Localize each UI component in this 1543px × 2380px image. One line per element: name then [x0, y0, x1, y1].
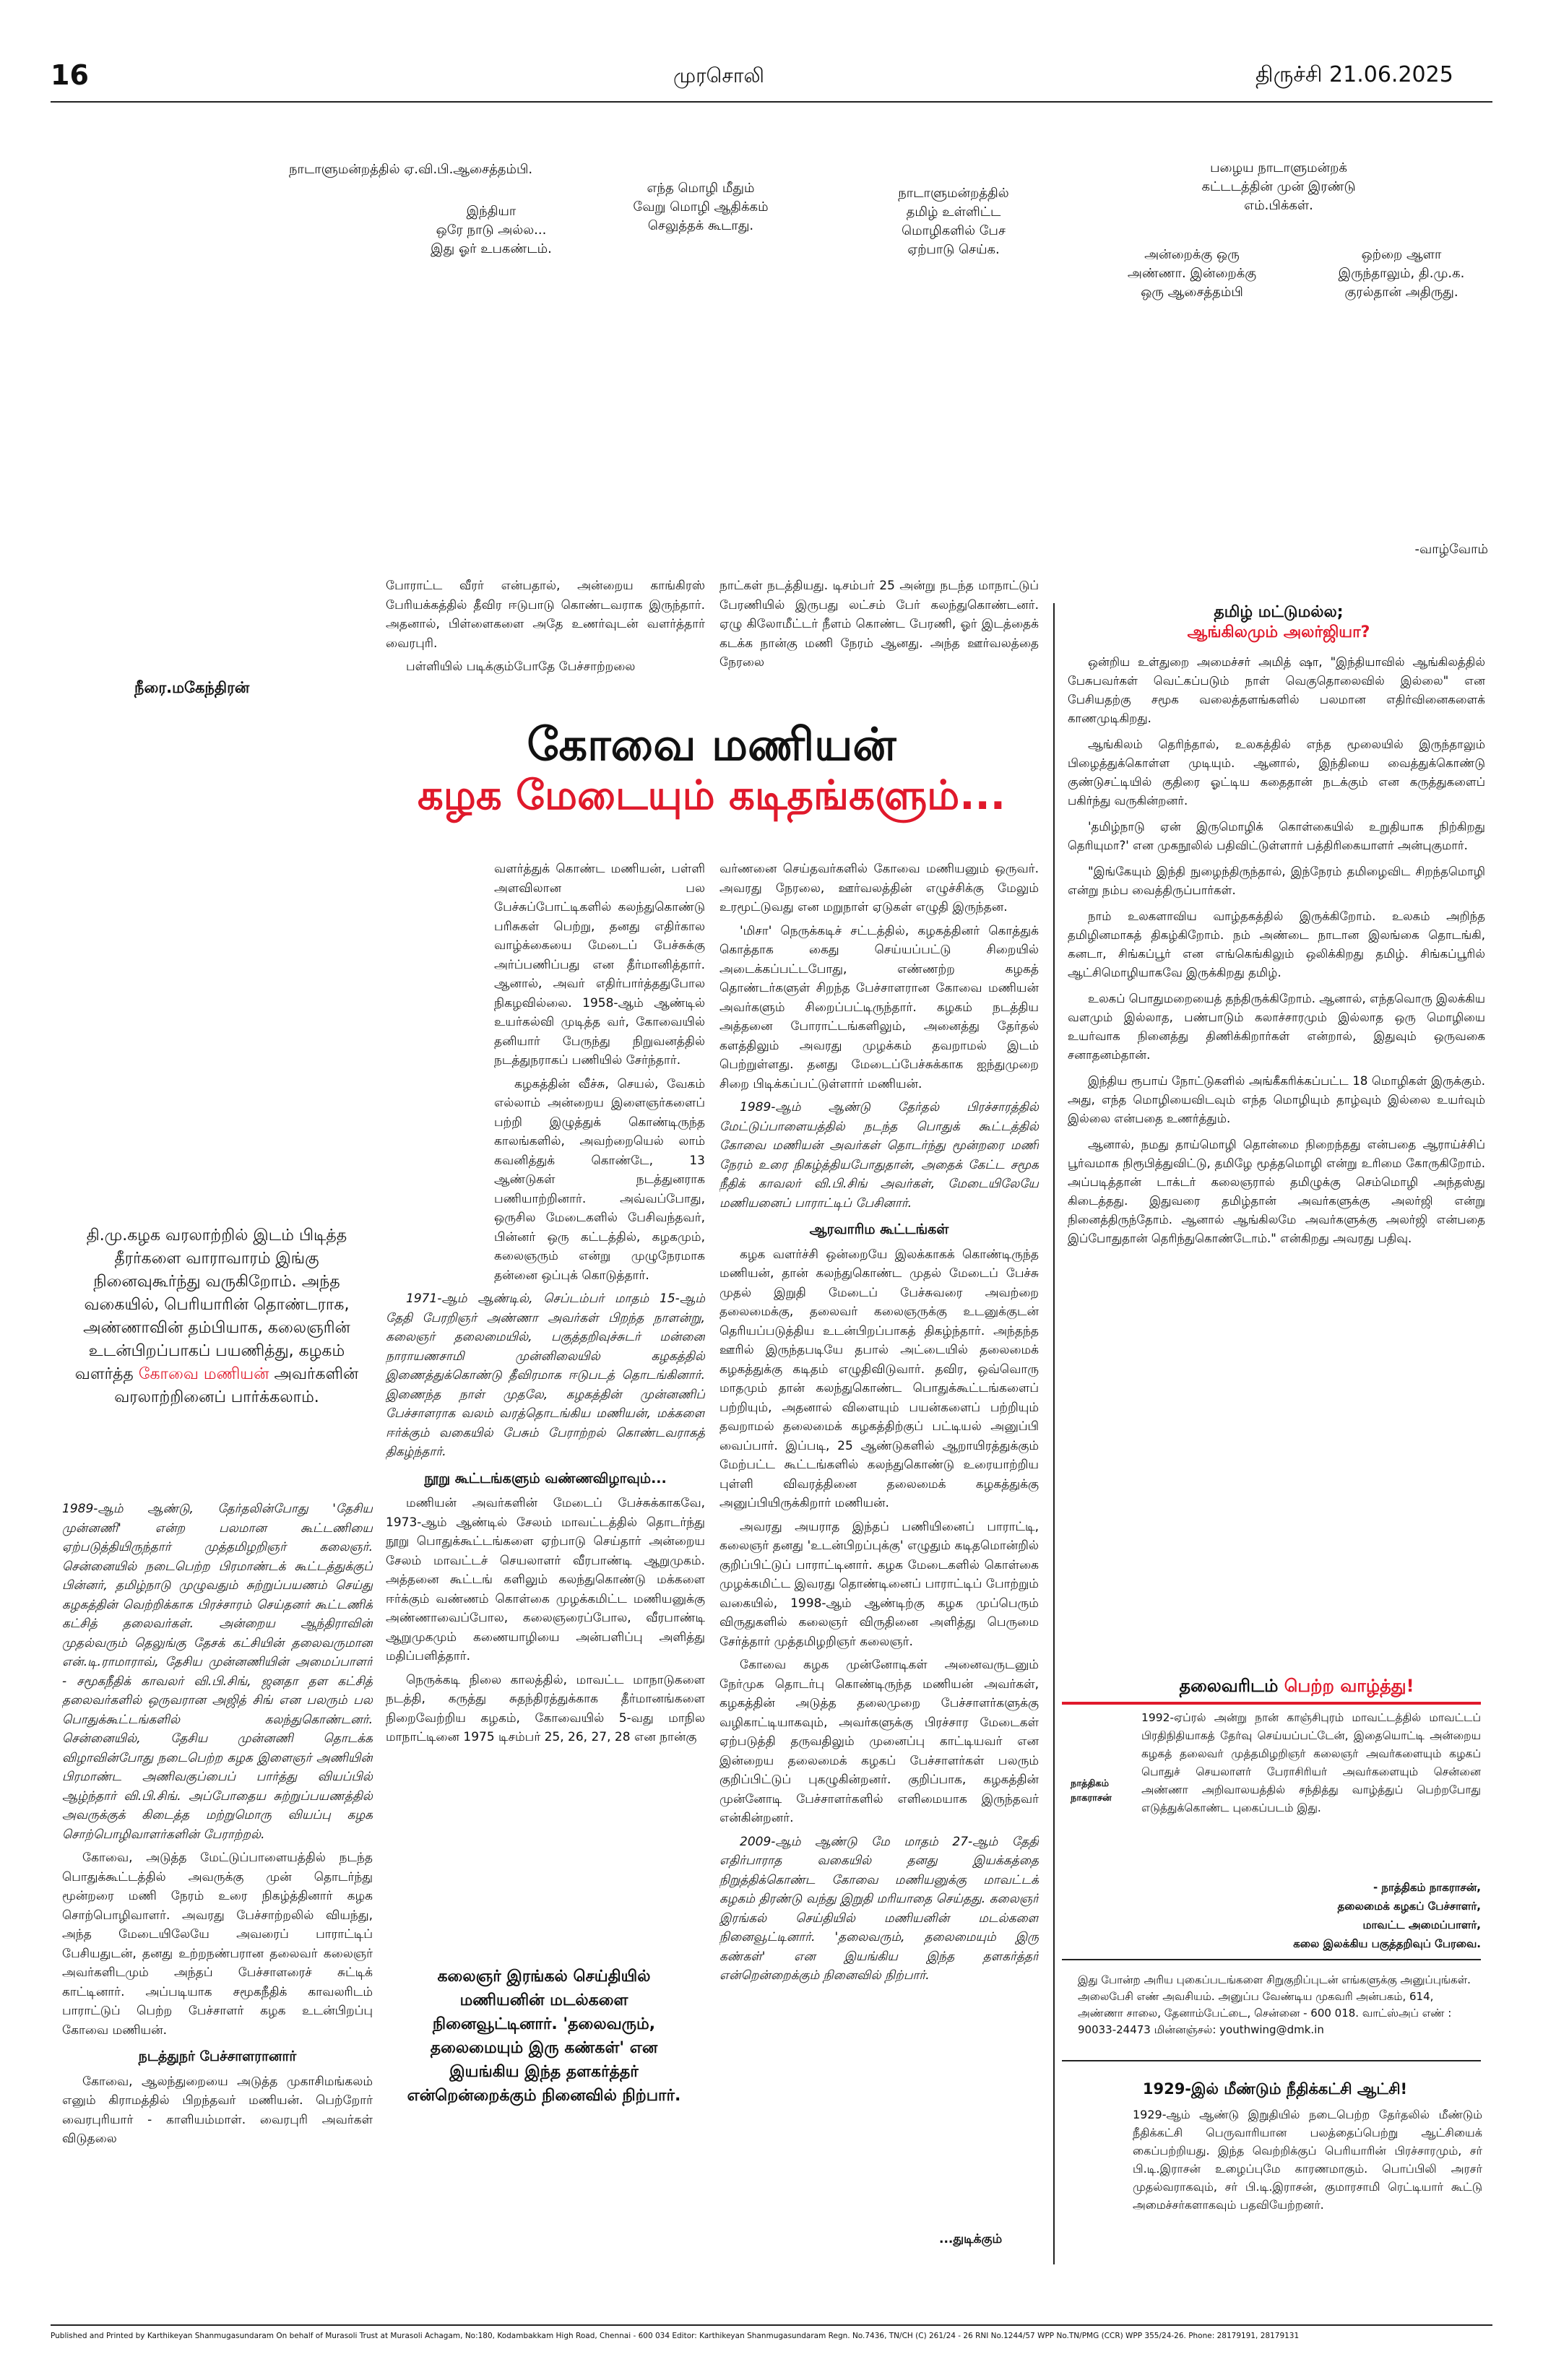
article-headline: கோவை மணியன்	[527, 718, 896, 771]
article-column	[386, 576, 705, 724]
photo-caption: நாடாளுமன்றத்தில் தமிழ் உள்ளிட்ட மொழிகளில் பேச ஏற்பாடு செய்க.	[898, 186, 1009, 257]
paragraph: நெருக்கடி நிலை காலத்தில், மாவட்ட மாநாடுகளை நடத்தி, கருத்து சுதந்திரத்துக்காக தீர்மானங்களை நிறைவேற்றிய கழகம், கோவையில் 5-வது மாநில மாநாட்டினை 1975 டிசம்பர் 25, 26, 27, 28 என நான்கு	[386, 1672, 705, 1744]
paragraph: வர்ணனை செய்தவர்களில் கோவை மணியனும் ஒருவர். அவரது நேரலை, ஊர்வலத்தின் எழுச்சிக்கு மேலும் உரமூட்டுவது என மறுநாள் ஏடுகள் எழுதி இருந்தன.	[719, 862, 1039, 914]
subheading: நூறு கூட்டங்களும் வண்ணவிழாவும்...	[424, 1470, 667, 1487]
paragraph: 1971-ஆம் ஆண்டில், செப்டம்பர் மாதம் 15-ஆம் தேதி பேரறிஞர் அண்ணா அவர்கள் பிறந்த நாளன்று, கலைஞர் தலைமையில், பகுத்தறிவுச்சுடர் மன்னை நாராயணசாமி முன்னிலையில் கழகத்தில் இணைத்துக்கொண்டு தீவிரமாக ஈடுபடத் தொடங்கினார். இணைந்த நாள் முதலே, கழகத்தின் முன்னணிப் பேச்சாளராக வலம் வரத்தொடங்கிய மணியன், மக்களை ஈர்க்கும் வகையில் பேசும் பேராற்றல் கொண்டவராகத் திகழ்ந்தார்.	[386, 1291, 705, 1459]
paragraph: "இங்கேயும் இந்தி நுழைந்திருந்தால், இந்நேரம் தமிழைவிட சிறந்தமொழி என்று நம்ப வைத்திருப்பார்கள்.	[1068, 865, 1485, 897]
paragraph: ஆங்கிலம் தெரிந்தால், உலகத்தில் எந்த மூலையில் இருந்தாலும் பிழைத்துக்கொள்ள முடியும். ஆனால், இந்தியை வைத்துக்கொண்டு குண்டுசட்டியில் குதிரை ஓட்டிய கதைதான் நடக்கும் என கருத்துகளைப் பகிர்ந்து வருகின்றனர்.	[1068, 737, 1485, 808]
photo-caption: -வாழ்வோம்	[1414, 542, 1488, 557]
article-column	[719, 576, 1039, 721]
paragraph: ஆனால், நமது தாய்மொழி தொன்மை நிறைந்தது என்பதை ஆராய்ச்சிப் பூர்வமாக நிரூபித்துவிட்டு, தமிழே மூத்தமொழி என்று உரிமை கோருகிறோம். அப்படித்தான் டாக்டர் கலைஞரால் தமிழுக்கு செம்மொழி அந்தஸ்து கிடைத்தது. இதுவரை தமிழ்தான் அவர்களுக்கு அலர்ஜி என்று நினைத்திருந்தோம். ஆனால் ஆங்கிலமே அவர்களுக்கு அலர்ஜி என்பதை இப்போதுதான் தெரிந்துகொண்டோம்." என்கிறது அவரது பதிவு.	[1068, 1138, 1485, 1245]
photo-caption: நாடாளுமன்றத்தில் ஏ.வி.பி.ஆசைத்தம்பி.	[289, 162, 533, 177]
page-number: 16	[51, 59, 89, 91]
continued-marker: ...துடிக்கும்	[939, 2232, 1003, 2246]
footer-rule	[51, 2324, 1492, 2326]
signature-line: தலைமைக் கழகப் பேச்சாளர்,	[1337, 1900, 1481, 1913]
paragraph: 2009-ஆம் ஆண்டு மே மாதம் 27-ஆம் தேதி எதிர்பாராத வகையில் தனது இயக்கத்தை நிறுத்திக்கொண்ட கோவை மணியனுக்கு மாவட்டக் கழகம் திரண்டு வந்து இறுதி மரியாதை செய்தது. கலைஞர் இரங்கல் செய்தியில் மணியனின் மடல்களை நினைவூட்டினார். 'தலைவரும், தலைமையும் இரு கண்கள்' என இயங்கிய இந்த தளகர்த்தர் என்றென்றைக்கும் நினைவில் நிற்பார்.	[719, 1834, 1039, 1983]
paragraph: கோவை கழக முன்னோடிகள் அனைவருடனும் நேர்முக தொடர்பு கொண்டிருந்த மணியன் அவர்கள், கழகத்தின் அடுத்த தலைமுறை பேச்சாளர்களுக்கு வழிகாட்டியாகவும், அவர்களுக்கு பிரச்சார மேடைகள் ஏற்படுத்தி தருவதிலும் முனைப்பு காட்டியவர் என இன்றைய தலைமைக் கழகப் பேச்சாளர்கள் பலரும் குறிப்பிட்டுப் புகழுகின்றனர். குறிப்பாக, கழகத்தின் முன்னோடி பேச்சாளர்களில் எளிமையாக இருந்தவர் என்கின்றனர்.	[719, 1658, 1039, 1825]
intro-highlight: கோவை மணியன்	[138, 1365, 269, 1383]
column-rule	[1053, 603, 1055, 2264]
sidebar-title: தமிழ் மட்டுமல்ல;	[1214, 603, 1344, 621]
paragraph: கோவை, அடுத்த மேட்டுப்பாளையத்தில் நடந்த பொதுக்கூட்டத்தில் அவருக்கு முன் தொடர்ந்து மூன்றரை மணி நேரம் உரை நிகழ்த்தினார் கழக சொற்பொழிவாளர். அவரது பேச்சாற்றலில் வியந்து, அந்த மேடையிலேயே அவரைப் பாராட்டிப் பேசியதுடன், தனது உற்றநண்பரான தலைவர் கலைஞர் அவர்களிடமும் அந்தப் பேச்சாளரைச் சுட்டிக் காட்டினார். அப்படியாக சமூகநீதிக் காவலரிடம் பாராட்டுப் பெற்ற பேச்சாளர் கழக உடன்பிறப்பு கோவை மணியன்.	[62, 1851, 373, 2038]
paragraph: வளர்த்துக் கொண்ட மணியன், பள்ளி அளவிலான பல பேச்சுப்போட்டிகளில் கலந்துகொண்டு பரிசுகள் பெற்று, தனது எதிர்கால வாழ்க்கையை மேடைப் பேச்சுக்கு அர்ப்பணிப்பது என தீர்மானித்தார். ஆனால், அவர் எதிர்பார்த்ததுபோல நிகழவில்லை. 1958-ஆம் ஆண்டில் உயர்கல்வி முடித்த வர், கோவையில் தனியார் பேருந்து நிறுவனத்தில் நடத்துநராகப் பணியில் சேர்ந்தார்.	[494, 862, 705, 1068]
sidebar-title: 1929-இல் மீண்டும் நீதிக்கட்சி ஆட்சி!	[1142, 2080, 1408, 2098]
intro-text: தி.மு.கழக வரலாற்றில் இடம் பிடித்த தீரர்களை வாராவாரம் இங்கு நினைவுகூர்ந்து வருகிறோம். அந்த வகையில், பெரியாரின் தொண்டராக, அண்ணாவின் தம்பியாக, கலைஞரின் உடன்பிறப்பாகப் பயணித்து, கழகம் வளர்த்த	[74, 1226, 350, 1383]
signature-line: கலை இலக்கிய பகுத்தறிவுப் பேரவை.	[1293, 1937, 1481, 1950]
article-intro	[72, 1224, 361, 1409]
divider	[1062, 2060, 1481, 2061]
sidebar-body	[1068, 653, 1485, 1289]
paragraph: 1989-ஆம் ஆண்டு, தேர்தலின்போது 'தேசிய முன்னணி' என்ற பலமான கூட்டணியை ஏற்படுத்தியிருந்தார் முத்தமிழறிஞர் கலைஞர். சென்னையில் நடைபெற்ற பிரமாண்டக் கூட்டத்துக்குப் பின்னர், தமிழ்நாடு முழுவதும் சுற்றுப்பயணம் செய்து கழகத்தின் வெற்றிக்காக பிரச்சாரம் செய்தனர் கூட்டணிக் கட்சித் தலைவர்கள். அன்றைய ஆந்திராவின் முதல்வரும் தெலுங்கு தேசக் கட்சியின் தலைவருமான என்.டி.ராமாராவ், தேசிய முன்னணியின் அமைப்பாளர் - சமூகநீதிக் காவலர் வி.பி.சிங், ஜனதா தள கட்சித் தலைவர்களில் ஒருவரான அஜித் சிங் என பலரும் பல பொதுக்கூட்டங்களில் கலந்துகொண்டனர். சென்னையில், தேசிய முன்னணி தொடக்க விழாவின்போது நடைபெற்ற கழக இளைஞர் அணியின் பிரமாண்ட அணிவகுப்பைப் பார்த்து வியப்பில் ஆழ்ந்தார் வி.பி.சிங். அப்போதைய சுற்றுப்பயணத்தில் அவருக்குக் கிடைத்த மற்றுமொரு வியப்பு கழக சொற்பொழிவாளர்களின் பேராற்றல்.	[62, 1502, 373, 1842]
paragraph: இந்திய ரூபாய் நோட்டுகளில் அங்கீகரிக்கப்பட்ட 18 மொழிகள் இருக்கும். அது, எந்த மொழியைவிடவும் எந்த மொழியும் தாழ்வும் இல்லை உயர்வும் இல்லை என்பதை உணர்த்தும்.	[1068, 1074, 1485, 1125]
paragraph: பள்ளியில் படிக்கும்போதே பேச்சாற்றலை	[406, 659, 636, 674]
paragraph: அவரது அயராத இந்தப் பணியினைப் பாராட்டி, கலைஞர் தனது 'உடன்பிறப்புக்கு' எழுதும் கடிதமொன்றில் குறிப்பிட்டுப் பாராட்டினார். கழக மேடைகளில் கொள்கை முழக்கமிட்ட இவரது தொண்டினைப் பாராட்டிப் போற்றும் வகையில், 1998-ஆம் ஆண்டிற்கு கழக முப்பெரும் விருதுகளில் கலைஞர் விருதினை அளித்து பெருமை சேர்த்தார் முத்தமிழறிஞர் கலைஞர்.	[719, 1519, 1039, 1649]
pull-quote: கலைஞர் இரங்கல் செய்தியில் மணியனின் மடல்களை நினைவூட்டினார். 'தலைவரும், தலைமையும் இரு கண்கள்' என இயங்கிய இந்த தளகர்த்தர் என்றென்றைக்கும் நினைவில் நிற்பார்.	[407, 1968, 681, 2105]
article-column	[62, 1500, 373, 2207]
submission-note: இது போன்ற அரிய புகைப்படங்களை சிறுகுறிப்புடன் எங்களுக்கு அனுப்புங்கள். அலைபேசி எண் அவசியம். அனுப்ப வேண்டிய முகவரி அன்பகம், 614, அண்ணா சாலை, தேனாம்பேட்டை, சென்னை - 600 018. வாட்ஸ்அப் எண் : 90033-24473 மின்னஞ்சல்: youthwing@dmk.in	[1078, 1973, 1471, 2036]
dateline: திருச்சி 21.06.2025	[1255, 62, 1453, 87]
paragraph: 1989-ஆம் ஆண்டு தேர்தல் பிரச்சாரத்தில் மேட்டுப்பாளையத்தில் நடந்த பொதுக் கூட்டத்தில் கோவை மணியன் அவர்கள் தொடர்ந்து மூன்றரை மணி நேரம் உரை நிகழ்த்தியபோதுதான், அதைக் கேட்ட சமூக நீதிக் காவலர் வி.பி.சிங் அவர்கள், மேடையிலேயே மணியனைப் பாராட்டிப் பேசினார்.	[719, 1100, 1039, 1211]
signature-line: மாவட்ட அமைப்பாளர்,	[1362, 1918, 1481, 1931]
photo-caption: இந்தியா ஒரே நாடு அல்ல... இது ஓர் உபகண்டம்.	[431, 204, 552, 256]
paragraph: போராட்ட வீரர் என்பதால், அன்றைய காங்கிரஸ் பேரியக்கத்தில் தீவிர ஈடுபாடு கொண்டவராக இருந்தார். அதனால், பிள்ளைகளை அதே உணர்வுடன் வளர்த்தார் வைரபுரி.	[386, 579, 705, 651]
photo-caption: நாத்திகம் நாகராசன்	[1071, 1778, 1112, 1804]
photo-caption: பழைய நாடாளுமன்றக் கட்டடத்தின் முன் இரண்டு எம்.பிக்கள்.	[1201, 160, 1356, 213]
masthead: முரசொலி	[673, 64, 764, 87]
paragraph: 'மிசா' நெருக்கடிச் சட்டத்தில், கழகத்தினர் கொத்துக் கொத்தாக கைது செய்யப்பட்டு சிறையில் அடைக்கப்பட்டபோது, எண்ணற்ற கழகத் தொண்டர்களுள் சிறந்த பேச்சாளரான கோவை மணியன் அவர்களும் சிறைப்பட்டிருந்தார். கழகம் நடத்திய அத்தனை போராட்டங்களிலும், அனைத்து தேர்தல் களத்திலும் அவரது முழக்கம் தவறாமல் இடம் பெற்றுள்ளது. தனது மேடைப்பேச்சுக்காக ஐந்துமுறை சிறை பிடிக்கப்பட்டுள்ளார் மணியன்.	[719, 923, 1039, 1091]
paragraph: உலகப் பொதுமறையைத் தந்திருக்கிறோம். ஆனால், எந்தவொரு இலக்கிய வளமும் இல்லாத, பண்பாடும் கலாச்சாரமும் இல்லாத ஒரு மொழியை உயர்வாக நினைத்து திணிக்கிறார்கள் என்றால், இதுவும் ஒருவகை சனாதனம்தான்.	[1068, 992, 1485, 1062]
sidebar-title-highlight: ஆங்கிலமும் அலர்ஜியா?	[1187, 623, 1370, 641]
header-rule	[51, 101, 1492, 103]
article-subheadline: கழக மேடையும் கடிதங்களும்...	[417, 772, 1006, 819]
paragraph: ஒன்றிய உள்துறை அமைச்சர் அமித் ஷா, "இந்தியாவில் ஆங்கிலத்தில் பேசுபவர்கள் வெட்கப்படும் நாள் வெகுதொலைவில் இல்லை" என பேசியதற்கு சமூக வலைத்தளங்களில் பலமான எதிர்வினைகளைக் காணமுடிகிறது.	[1068, 655, 1485, 725]
photo-caption: ஒற்றை ஆளா இருந்தாலும், தி.மு.க. குரல்தான் அதிருது.	[1338, 247, 1465, 300]
title-underline	[1062, 1702, 1481, 1705]
sidebar-title-part: தலைவரிடம்	[1179, 1676, 1284, 1696]
sidebar-body: 1992-ஏப்ரல் அன்று நான் காஞ்சிபுரம் மாவட்டத்தில் மாவட்டப் பிரதிநிதியாகத் தேர்வு செய்யப்பட்டேன், இதையொட்டி அன்றைய கழகத் தலைவர் முத்தமிழறிஞர் கலைஞர் அவர்களையும் கழகப் பொதுச் செயலாளர் பேராசிரியர் அவர்களையும் சென்னை அண்ணா அறிவாலயத்தில் சந்தித்து வாழ்த்துப் பெற்றபோது எடுத்துக்கொண்ட புகைப்படம் இது.	[1141, 1711, 1481, 1814]
sidebar-title	[1134, 1676, 1459, 1698]
sidebar-body: 1929-ஆம் ஆண்டு இறுதியில் நடைபெற்ற தேர்தலில் மீண்டும் நீதிக்கட்சி பெருவாரியான பலத்தைப்பெற்று ஆட்சியைக் கைப்பற்றியது. இந்த வெற்றிக்குப் பெரியாரின் பிரச்சாரமும், சர் பி.டி.இராசன் உழைப்புமே காரணமாகும். பொப்பிலி அரசர் முதல்வராகவும், சர் பி.டி.இராசன், குமாரசாமி ரெட்டியார் கூட்டு அமைச்சர்களாகவும் பதவியேற்றனர்.	[1133, 2108, 1482, 2212]
subheading: நடத்துநர் பேச்சாளரானார்	[138, 2048, 297, 2064]
photo-caption: எந்த மொழி மீதும் வேறு மொழி ஆதிக்கம் செலுத்தக் கூடாது.	[633, 181, 769, 233]
signature-line: - நாத்திகம் நாகராசன்,	[1373, 1881, 1481, 1894]
paragraph: கழகத்தின் வீச்சு, செயல், வேகம் எல்லாம் அன்றைய இளைஞர்களைப் பற்றி இழுத்துக் கொண்டிருந்த காலங்களில், அவற்றையெல் லாம் கவனித்துக் கொண்டே, 13 ஆண்டுகள் நடத்துனராக பணியாற்றினார். அவ்வப்போது, ஒருசில மேடைகளில் பேசிவந்தவர், பின்னர் ஒரு கட்டத்தில், கழகமும், கலைஞரும் என்று முழுநேரமாக தன்னை ஒப்புக் கொடுத்தார்.	[494, 1076, 705, 1283]
photo-caption: அன்றைக்கு ஒரு அண்ணா. இன்றைக்கு ஒரு ஆசைத்தம்பி	[1127, 247, 1257, 300]
signature	[1185, 1878, 1481, 1953]
article-column	[719, 860, 1039, 2217]
intro-end: அவர்களின் வரலாற்றினைப் பார்க்கலாம்.	[114, 1365, 359, 1406]
paragraph: மணியன் அவர்களின் மேடைப் பேச்சுக்காகவே, 1973-ஆம் ஆண்டில் சேலம் மாவட்டத்தில் தொடர்ந்து நூறு பொதுக்கூட்டங்களை ஏற்பாடு செய்தார் அன்றைய சேலம் மாவட்டச் செயலாளர் வீரபாண்டி ஆறுமுகம். அத்தனை கூட்டங் களிலும் கலந்துகொண்டு மக்களை ஈர்க்கும் வண்ணம் கொள்கை முழக்கமிட்ட மணியனுக்கு அண்ணாவைப்போல, கலைஞரைப்போல, வீரபாண்டி ஆறுமுகமும் கணையாழியை அன்பளிப்பு அளித்து மதிப்பளித்தார்.	[386, 1496, 705, 1663]
paragraph: நாம் உலகளாவிய வாழ்தகத்தில் இருக்கிறோம். உலகம் அறிந்த தமிழினமாகத் திகழ்கிறோம். நம் அண்டை நாடான இலங்கை தொடங்கி, கனடா, சிங்கப்பூர் என எங்கெங்கிலும் ஒலிக்கிறது தமிழ். சிங்கப்பூரில் ஆட்சிமொழியாகவே இருக்கிறது தமிழ்.	[1068, 909, 1485, 979]
imprint-line: Published and Printed by Karthikeyan Shanmugasundaram On behalf of Murasoli Trust at Murasoli Achagam, No:180, Kodambakkam High Road, Chennai - 600 034 Editor: Karthikeyan Shanmugasundaram Regn. No.7436, TN/CH (C) 261/24 - 26 RNI No.1244/57 WPP No.TN/PMG (CCR) WPP 355/24-26. Phone: 28179191, 28179131	[51, 2332, 1300, 2340]
paragraph: நாட்கள் நடத்தியது. டிசம்பர் 25 அன்று நடந்த மாநாட்டுப் பேரணியில் இருபது லட்சம் பேர் கலந்துகொண்டனர். ஏழு கிலோமீட்டர் நீளம் கொண்ட பேரணி, ஓர் இடத்தைக் கடக்க நான்கு மணி நேரம் ஆனது. அந்த ஊர்வலத்தை நேரலை	[719, 579, 1039, 670]
divider	[1062, 1959, 1481, 1960]
author-byline: நீரை.மகேந்திரன்	[134, 679, 250, 696]
paragraph: கழக வளர்ச்சி ஒன்றையே இலக்காகக் கொண்டிருந்த மணியன், தான் கலந்துகொண்ட முதல் மேடைப் பேச்சு முதல் இறுதி மேடைப் பேச்சுவரை அவற்றை தலைமைக்கு, தலைவர் கலைஞருக்கு உடனுக்குடன் தெரியப்படுத்திய உடன்பிறப்பாகத் திகழ்ந்தார். அந்தந்த ஊரில் இருந்தபடியே தபால் அட்டையில் தலைமைக் கழகத்துக்கு கடிதம் எழுதிவிடுவார். தவிர, ஒவ்வொரு மாதமும் தான் கலந்துகொண்ட பொதுக்கூட்டங்களைப் பற்றியும், அதனால் விளையும் பயன்களைப் பற்றியும் தவறாமல் தலைமைக் கழகத்திற்குப் பட்டியல் அனுப்பி வைப்பார். இப்படி, 25 ஆண்டுகளில் ஆறாயிரத்துக்கும் மேற்பட்ட கூட்டங்களில் கலந்துகொண்டு உரையாற்றிய புள்ளி விவரத்தினை தலைமைக் கழகத்துக்கு அனுப்பியிருக்கிறார் மணியன்.	[719, 1247, 1039, 1510]
subheading: ஆரவாரிம கூட்டங்கள்	[809, 1221, 949, 1237]
paragraph: கோவை, ஆலந்துறையை அடுத்த முகாசிமங்கலம் எனும் கிராமத்தில் பிறந்தவர் மணியன். பெற்றோர் வைரபுரியார் - காளியம்மாள். வைரபுரி அவர்கள் விடுதலை	[62, 2074, 373, 2146]
article-column	[386, 860, 705, 1914]
sidebar-title-highlight: பெற்ற வாழ்த்து!	[1284, 1676, 1414, 1696]
paragraph: 'தமிழ்நாடு ஏன் இருமொழிக் கொள்கையில் உறுதியாக நிற்கிறது தெரியுமா?' என முகநூலில் பதிவிட்டுள்ளார் பத்திரிகையாளர் அன்புகுமார்.	[1068, 820, 1485, 852]
